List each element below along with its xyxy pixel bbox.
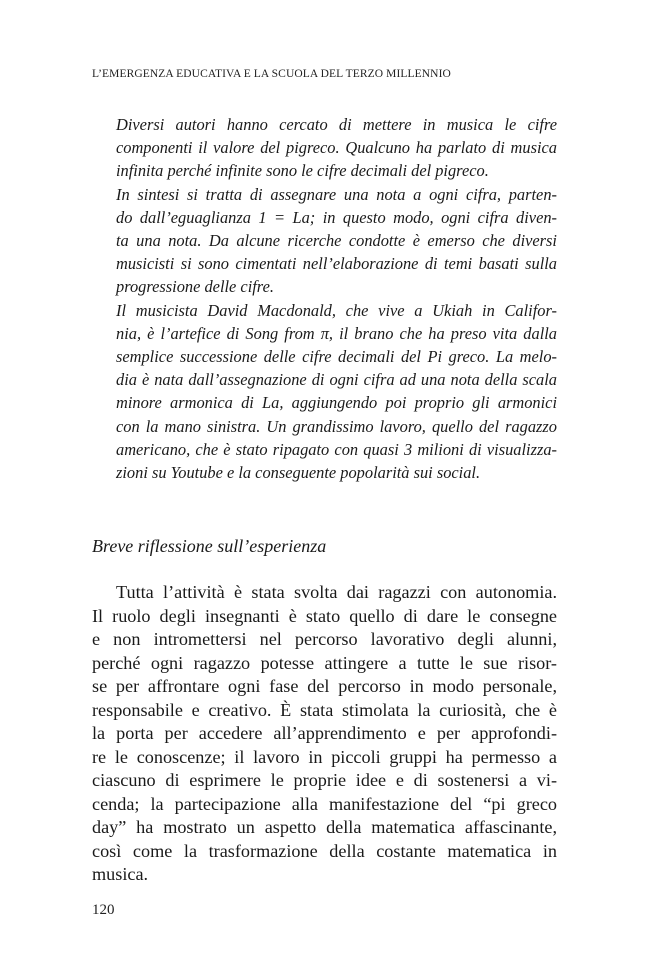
text-line: re le conoscenze; il lavoro in piccoli gruppi ha permesso a	[92, 746, 557, 767]
page-number: 120	[92, 902, 115, 918]
text-line: Il ruolo degli insegnanti è stato quello di dare le consegne	[92, 605, 557, 626]
text-line: cenda; la partecipazione alla manifestazione del “pi greco	[92, 793, 557, 814]
text-line: do dall’eguaglianza 1 = La; in questo modo, ogni cifra diven-	[116, 207, 557, 227]
text-line: ciascuno di esprimere le proprie idee e di sostenersi a vi-	[92, 770, 557, 790]
running-head: L’EMERGENZA EDUCATIVA E LA SCUOLA DEL TERZO MILLENNIO	[92, 68, 451, 80]
text-line: dia è nata dall’assegnazione di ogni cifra ad una nota della scala	[116, 370, 557, 390]
text-line: americano, che è stato ripagato con quasi 3 milioni di visualizza-	[116, 439, 557, 459]
text-line: Diversi autori hanno cercato di mettere in musica le cifre	[116, 115, 557, 134]
italic-paragraph-3	[92, 299, 557, 485]
section-heading: Breve riflessione sull’esperienza	[92, 536, 327, 556]
text-line: musicisti si sono cimentati nell’elaborazione di temi basati sulla	[116, 254, 557, 274]
text-line: zioni su Youtube e la conseguente popolarità sui social.	[116, 463, 481, 483]
text-line: Tutta l’attività è stata svolta dai ragazzi con autonomia.	[116, 582, 557, 602]
text-line: con la mano sinistra. Un grandissimo lavoro, quello del ragazzo	[116, 416, 557, 436]
text-line: la porta per accedere all’apprendimento e per approfondi-	[92, 723, 557, 743]
text-line: musica.	[92, 864, 149, 884]
italic-text-block	[92, 113, 557, 484]
text-line: e non intromettersi nel percorso lavorativo degli alunni,	[92, 629, 557, 649]
text-line: ta una nota. Da alcune ricerche condotte è emerso che diversi	[116, 231, 557, 251]
text-line: minore armonica di La, aggiungendo poi proprio gli armonici	[116, 393, 557, 413]
text-line: responsabile e creativo. È stata stimolata la curiosità, che è	[92, 699, 557, 720]
text-line: nia, è l’artefice di Song from π, il brano che ha preso vita dalla	[116, 323, 557, 343]
text-line: Il musicista David Macdonald, che vive a Ukiah in Califor-	[116, 300, 557, 320]
body-paragraph	[92, 581, 557, 887]
text-line: perché ogni ragazzo potesse attingere a tutte le sue risor-	[92, 652, 557, 673]
text-line: così come la trasformazione della costante matematica in	[92, 840, 557, 861]
text-line: se per affrontare ogni fase del percorso in modo personale,	[92, 676, 557, 696]
text-line: semplice successione delle cifre decimali del Pi greco. La melo-	[116, 347, 557, 367]
italic-paragraph-1	[92, 113, 557, 183]
text-line: day” ha mostrato un aspetto della matematica affascinante,	[92, 817, 557, 837]
text-line: progressione delle cifre.	[116, 277, 274, 297]
text-line: infinita perché infinite sono le cifre decimali del pigreco.	[116, 161, 489, 181]
italic-paragraph-2	[92, 183, 557, 299]
text-line: componenti il valore del pigreco. Qualcuno ha parlato di musica	[116, 138, 557, 158]
text-line: In sintesi si tratta di assegnare una nota a ogni cifra, parten-	[116, 184, 557, 204]
